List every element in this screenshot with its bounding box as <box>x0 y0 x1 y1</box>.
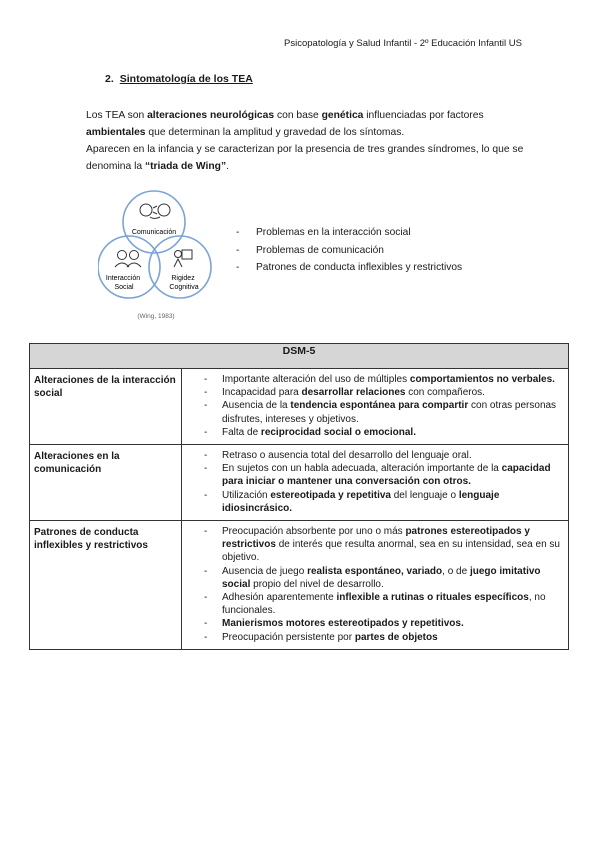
table-row <box>30 445 569 521</box>
text-run: con compañeros. <box>405 387 485 399</box>
table-title: DSM-5 <box>30 344 569 369</box>
triad-item: - Problemas en la interacción social <box>236 224 462 242</box>
criteria-cell <box>182 369 569 445</box>
bold-text: lenguaje idiosincrásico. <box>222 489 500 514</box>
text-run: Los TEA son <box>86 110 148 121</box>
text-run: Ausencia de juego <box>222 565 308 577</box>
criteria-item <box>222 449 562 462</box>
category-cell: Alteraciones en la comunicación <box>30 445 182 521</box>
bold-text: partes de objetos <box>354 631 438 643</box>
criteria-list <box>222 373 562 439</box>
bold-text: genética <box>321 110 364 121</box>
text-run: Adhesión aparentemente <box>222 592 337 604</box>
section-title: Sintomatología de los TEA <box>119 73 253 85</box>
venn-caption: (Wing, 1983) <box>137 313 175 320</box>
bold-text: reciprocidad social o emocional. <box>260 426 416 438</box>
criteria-item <box>222 631 562 644</box>
criteria-item <box>222 426 562 439</box>
wing-triad-diagram <box>98 190 228 322</box>
table-row <box>30 369 569 445</box>
bold-text: patrones estereotipados y restrictivos <box>222 526 530 551</box>
text-run: Aparecen en la infancia y se caracterizan por la presencia de tres grandes síndromes, lo que se denomina la <box>86 144 524 172</box>
dsm5-table <box>29 343 569 650</box>
text-run: Utilización <box>222 489 271 501</box>
communication-icon <box>140 204 170 219</box>
bold-text: ambientales <box>86 127 146 138</box>
criteria-item <box>222 591 562 617</box>
bold-text: inflexible a rutinas o rituales específicos <box>336 592 529 604</box>
text-run: Preocupación absorbente por uno o más <box>222 526 406 538</box>
text-run: con base <box>274 110 322 121</box>
text-run: Importante alteración del uso de múltiples <box>222 374 410 385</box>
rigidity-icon <box>174 250 192 267</box>
text-run: Falta de <box>222 426 261 438</box>
text-run: Preocupación persistente por <box>222 631 355 643</box>
venn-label-rigidity <box>169 275 198 291</box>
intro-text <box>86 107 526 175</box>
text-run: , no funcionales. <box>222 592 546 617</box>
criteria-item <box>222 399 562 425</box>
social-icon <box>115 251 141 268</box>
triad-item: - Problemas de comunicación <box>236 242 462 260</box>
criteria-item <box>222 373 562 386</box>
triad-item: - Patrones de conducta inflexibles y restrictivos <box>236 259 462 277</box>
text-run: Ausencia de la <box>222 400 291 412</box>
text-run: propio del nivel de desarrollo. <box>250 578 384 590</box>
text-run: que determinan la amplitud y gravedad de los síntomas. <box>145 127 405 138</box>
category-cell: Patrones de conducta inflexibles y restrictivos <box>30 521 182 650</box>
venn-circle-communication <box>123 191 185 253</box>
text-run: con otras personas disfrutes, intereses y objetivos. <box>222 400 557 425</box>
text-run: Incapacidad para <box>222 387 302 399</box>
bold-text: estereotipada y repetitiva <box>270 489 391 501</box>
criteria-item <box>222 462 562 488</box>
bold-text: tendencia espontánea para compartir <box>290 400 469 412</box>
category-cell: Alteraciones de la interacción social <box>30 369 182 445</box>
bold-text: realista espontáneo, variado <box>307 565 443 577</box>
bold-text: juego imitativo social <box>222 565 541 590</box>
venn-label-rigidity-line-2: Cognitiva <box>169 284 199 291</box>
intro-paragraph-1 <box>86 107 526 141</box>
text-run: influenciadas por factores <box>363 110 484 121</box>
triad-list <box>236 224 462 277</box>
text-run: En sujetos con un habla adecuada, alteración importante de la <box>222 463 502 475</box>
bold-text: comportamientos no verbales. <box>409 374 555 385</box>
criteria-item <box>222 617 562 630</box>
criteria-list <box>222 449 562 515</box>
table-body <box>30 369 569 650</box>
bold-text: Manierismos motores estereotipados y repetitivos. <box>222 618 464 630</box>
venn-label-communication: Comunicación <box>131 229 177 236</box>
intro-paragraph-2 <box>86 141 526 175</box>
text-run: Retraso o ausencia total del desarrollo del lenguaje oral. <box>222 450 472 462</box>
section-number: 2. <box>105 73 114 85</box>
criteria-item <box>222 525 562 565</box>
text-run: . <box>226 161 229 172</box>
criteria-cell <box>182 445 569 521</box>
criteria-item <box>222 386 562 399</box>
table-header-row <box>30 344 569 369</box>
venn-label-social-line-2: Social <box>114 284 134 291</box>
bold-text: alteraciones neurológicas <box>147 110 275 121</box>
text-run: de interés que resulta anormal, sea en su intensidad, sea en su objetivo. <box>222 539 560 564</box>
venn-label-social-line-1: Interacción <box>105 275 141 282</box>
bold-text: “triada de Wing” <box>144 161 227 172</box>
criteria-cell <box>182 521 569 650</box>
page-header: Psicopatología y Salud Infantil - 2º Educación Infantil US <box>284 38 522 49</box>
bold-text: desarrollar relaciones <box>301 387 406 399</box>
venn-label-rigidity-line-1: Rigidez <box>171 275 195 282</box>
criteria-item <box>222 489 562 515</box>
criteria-list <box>222 525 562 644</box>
venn-label-social <box>106 275 142 291</box>
text-run: del lenguaje o <box>390 489 459 501</box>
text-run: , o de <box>442 565 470 577</box>
criteria-item <box>222 565 562 591</box>
bold-text: capacidad para iniciar o mantener una conversación con otros. <box>222 463 551 488</box>
table-row <box>30 521 569 650</box>
section-heading <box>105 73 253 85</box>
